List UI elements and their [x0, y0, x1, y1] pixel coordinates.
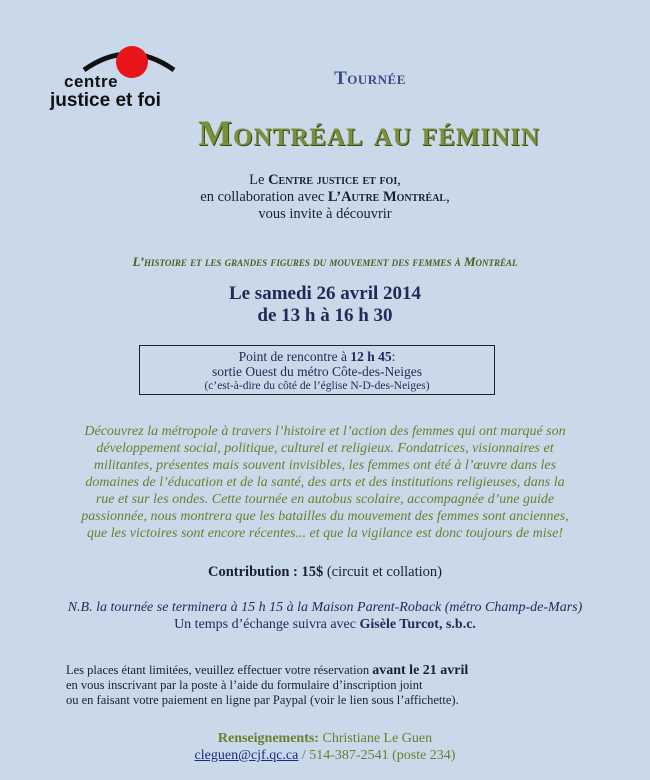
description: Découvrez la métropole à travers l’histoire et l’action des femmes qui ont marqué son développement social, politique, culturel et religieux. Fondatrices, visionnaires et militantes, présentes mais souvent invisibles, les femmes ont été à l’œuvre dans les domaines de l’éducation et de la santé, des arts et des institutions religieuses, dans la rue et sur les ondes. Cette tournée en autobus scolaire, accompagnée d’une guide passionnée, nous montrera que les batailles du mouvement des femmes sont anciennes, que les victoires sont encore récentes... et que la vigilance est donc toujours de mise!	[81, 424, 569, 541]
logo-text-justice: justice et foi	[50, 90, 161, 111]
page-title: Montréal au féminin	[198, 113, 540, 153]
nb-note: N.B. la tournée se terminera à 15 h 15 à la Maison Parent-Roback (métro Champ-de-Mars) Un temps d’échange suivra avec Gisèle Turcot, s.b.c.	[67, 600, 583, 632]
intro: Le Centre justice et foi, en collaboration avec L’Autre Montréal, vous invite à découvrir	[200, 172, 450, 222]
meeting-point-box: Point de rencontre à 12 h 45: sortie Ouest du métro Côte-des-Neiges (c’est-à-dire du côté de l’église N-D-des-Neiges)	[139, 345, 495, 395]
reservation-info: Les places étant limitées, veuillez effectuer votre réservation avant le 21 avril en vous inscrivant par la poste à l’aide du formulaire d’inscription joint ou en faisant votre paiement en ligne par Paypal (voir le lien sous l’affichette).	[66, 663, 469, 707]
event-date: Le samedi 26 avril 2014 de 13 h à 16 h 30	[228, 283, 422, 326]
org-cjf: Centre justice et foi	[268, 172, 398, 188]
logo-text-centre: centre	[64, 72, 119, 91]
email-link[interactable]: cleguen@cjf.qc.ca	[194, 748, 299, 763]
kicker: Tournée	[334, 68, 406, 89]
contribution: Contribution : 15$ (circuit et collation)	[208, 564, 442, 580]
org-autre-montreal: L’Autre Montréal	[327, 189, 447, 205]
contact: Renseignements: Christiane Le Guen cleguen@cjf.qc.ca / 514-387-2541 (poste 234)	[194, 731, 456, 763]
subtitle: L’histoire et les grandes figures du mouvement des femmes à Montréal	[132, 254, 518, 269]
deadline: avant le 21 avril	[372, 663, 469, 678]
